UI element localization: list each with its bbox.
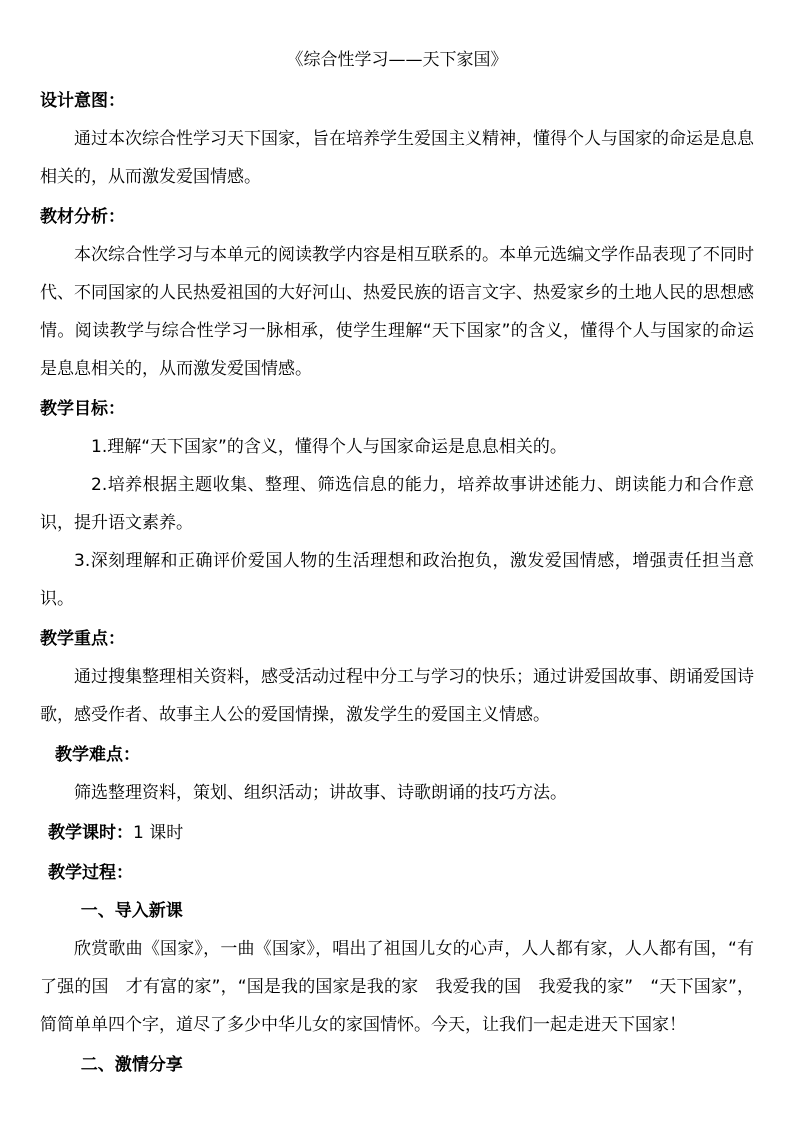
paragraph-key-points: 通过搜集整理相关资料，感受活动过程中分工与学习的快乐；通过讲爱国故事、朗诵爱国诗歌，感受作者、故事主人公的爱国情操，激发学生的爱国主义情感。 <box>40 667 754 725</box>
document-title: 《综合性学习——天下家国》 <box>286 50 508 70</box>
objective-item-2: 2.培养根据主题收集、整理、筛选信息的能力，培养故事讲述能力、朗读能力和合作意识，提升语文素养。 <box>40 475 754 533</box>
objective-item-3: 3.深刻理解和正确评价爱国人物的生活理想和政治抱负，激发爱国情感，增强责任担当意识。 <box>40 551 754 609</box>
paragraph-material-analysis: 本次综合性学习与本单元的阅读教学内容是相互联系的。本单元选编文学作品表现了不同时代、不同国家的人民热爱祖国的大好河山、热爱民族的语言文字、热爱家乡的土地人民的思想感情。阅读教学与综合性学习一脉相承，使学生理解“天下国家”的含义，懂得个人与国家的命运是息息相关的，从而激发爱国情感。 <box>40 245 754 379</box>
heading-material-analysis: 教材分析： <box>40 207 125 227</box>
objective-item-1: 1.理解“天下国家”的含义，懂得个人与国家命运是息息相关的。 <box>91 437 567 457</box>
heading-design-intent: 设计意图： <box>40 91 125 111</box>
section-title-intro: 一、导入新课 <box>80 901 183 921</box>
heading-difficulties: 教学难点： <box>55 745 140 765</box>
heading-key-points: 教学重点： <box>40 629 125 649</box>
paragraph-design-intent: 通过本次综合性学习天下国家，旨在培养学生爱国主义精神，懂得个人与国家的命运是息息相关的，从而激发爱国情感。 <box>40 129 754 187</box>
class-hours-value: 1 课时 <box>133 823 184 843</box>
class-hours-label: 教学课时： <box>48 823 133 843</box>
heading-objectives: 教学目标： <box>40 399 125 419</box>
paragraph-intro: 欣赏歌曲《国家》，一曲《国家》，唱出了祖国儿女的心声，人人都有家，人人都有国，“有了强的国 才有富的家”，“国是我的国家是我的家 我爱我的国 我爱我的家” “天下国家”，简简单单四个字，道尽了多少中华儿女的家国情怀。今天，让我们一起走进天下国家！ <box>40 939 754 1035</box>
section-title-sharing: 二、激情分享 <box>80 1055 183 1075</box>
class-hours-line <box>40 814 754 852</box>
paragraph-difficulties: 筛选整理资料，策划、组织活动；讲故事、诗歌朗诵的技巧方法。 <box>74 783 567 803</box>
heading-process: 教学过程： <box>48 863 133 883</box>
